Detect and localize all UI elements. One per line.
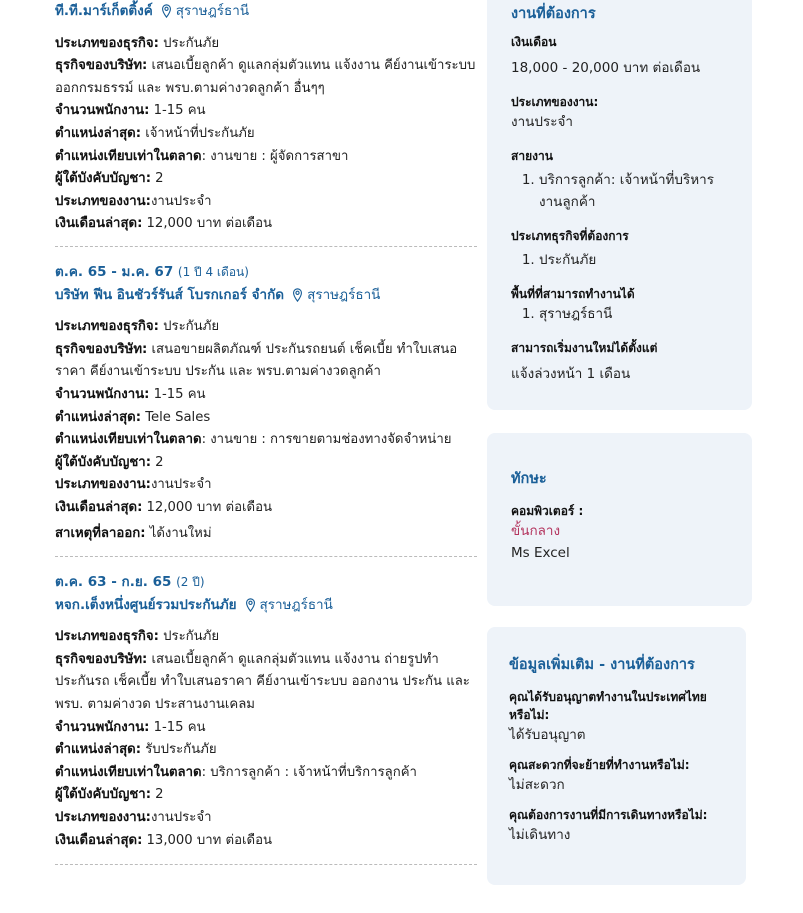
business-type-row: ประเภทของธุรกิจ: ประกันภัย (55, 35, 220, 51)
job-entry-2 (55, 261, 477, 546)
employment-period: ต.ค. 63 - ก.ย. 65 (2 ปี) (55, 574, 205, 591)
location-text: สุราษฎร์ธานี (175, 3, 250, 19)
list-item: 1. ประกันภัย (539, 249, 728, 271)
job-entry-1 (55, 0, 477, 236)
salary-label: เงินเดือน (511, 35, 557, 49)
company-name (55, 0, 477, 23)
company-location (292, 284, 380, 307)
employee-count-row: จำนวนพนักงาน: 1-15 คน (55, 719, 206, 735)
company-location (161, 0, 249, 23)
salary-value: 18,000 - 20,000 บาท ต่อเดือน (511, 60, 701, 76)
divider (55, 556, 477, 557)
latest-position-row: ตำแหน่งล่าสุด: รับประกันภัย (55, 742, 217, 758)
divider (55, 864, 477, 865)
resign-reason-row: สาเหตุที่ลาออก: ได้งานใหม่ (55, 526, 212, 542)
company-name-text[interactable]: บริษัท ฟีน อินชัวร์รันส์ โบรกเกอร์ จำกัด (55, 286, 285, 303)
additional-info-title: ข้อมูลเพิ่มเติม - งานที่ต้องการ (509, 657, 695, 673)
skills-title: ทักษะ (511, 471, 547, 487)
job-type-row: ประเภทของงาน:งานประจำ (55, 810, 212, 825)
divider (55, 246, 477, 247)
relocation-question: คุณสะดวกที่จะย้ายที่ทำงานหรือไม่: (509, 758, 690, 772)
latest-salary-row: เงินเดือนล่าสุด: 12,000 บาท ต่อเดือน (55, 216, 273, 232)
travel-answer: ไม่เดินทาง (509, 827, 571, 843)
work-permit-question: คุณได้รับอนุญาตทำงานในประเทศไทยหรือไม่: (509, 690, 707, 722)
business-type-list (511, 249, 728, 271)
work-area-label: พื้นที่ที่สามารถทำงานได้ (511, 287, 635, 301)
location-pin-icon (161, 4, 172, 18)
company-name (55, 594, 477, 617)
company-name-text[interactable]: หจก.เต็งหนึ่งศูนย์รวมประกันภัย (55, 596, 237, 613)
job-type-row: ประเภทของงาน:งานประจำ (55, 477, 212, 493)
location-pin-icon (292, 288, 303, 302)
employee-count-row: จำนวนพนักงาน: 1-15 คน (55, 103, 206, 119)
company-name (55, 284, 477, 307)
job-type-value: งานประจำ (511, 114, 573, 130)
market-position-row: ตำแหน่งเทียบเท่าในตลาด: งานขาย : การขายตามช่องทางจัดจำหน่าย (55, 432, 452, 448)
latest-salary-row: เงินเดือนล่าสุด: 13,000 บาท ต่อเดือน (55, 832, 273, 848)
job-type-row: ประเภทของงาน:งานประจำ (55, 193, 212, 209)
latest-position-row: ตำแหน่งล่าสุด: เจ้าหน้าที่ประกันภัย (55, 125, 255, 141)
company-business-row: ธุรกิจของบริษัท: เสนอขายผลิตภัณฑ์ ประกันรถยนต์ เช็คเบี้ย ทำใบเสนอราคา คีย์งานเข้าระบบ ประกัน และ พรบ.ตามค่างวดลูกค้า (55, 341, 458, 380)
business-type-row: ประเภทของธุรกิจ: ประกันภัย (55, 629, 220, 645)
market-position-row: ตำแหน่งเทียบเท่าในตลาด: บริการลูกค้า : เจ้าหน้าที่บริการลูกค้า (55, 764, 417, 780)
work-experience-column (55, 0, 477, 879)
company-business-row: ธุรกิจของบริษัท: เสนอเบี้ยลูกค้า ดูแลกลุ่มตัวแทน แจ้งงาน ถ่ายรูปทำประกันรถ เช็คเบี้ย ทำใบเสนอราคา คีย์งานเข้าระบบ ออกงาน ประกัน และ พรบ. ตามค่างวด ประสานงานเคลม (55, 651, 470, 713)
employee-count-row: จำนวนพนักงาน: 1-15 คน (55, 386, 206, 402)
job-field-list (511, 169, 728, 213)
company-business-row: ธุรกิจของบริษัท: เสนอเบี้ยลูกค้า ดูแลกลุ่มตัวแทน แจ้งงาน คีย์งานเข้าระบบ ออกกรมธรรม์ และ พรบ.ตามค่างวดลูกค้า อื่นๆๆ (55, 58, 476, 96)
work-permit-answer: ได้รับอนุญาต (509, 727, 586, 743)
employment-duration: (1 ปี 4 เดือน) (177, 264, 249, 279)
location-text: สุราษฎร์ธานี (259, 596, 333, 613)
business-type-label: ประเภทธุรกิจที่ต้องการ (511, 229, 629, 243)
latest-salary-row: เงินเดือนล่าสุด: 12,000 บาท ต่อเดือน (55, 499, 273, 515)
company-location (245, 594, 333, 617)
location-text: สุราษฎร์ธานี (307, 286, 381, 303)
subordinates-row: ผู้ใต้บังคับบัญชา: 2 (55, 454, 164, 470)
employment-duration: (2 ปี) (176, 575, 205, 590)
list-item: 1. สุราษฎร์ธานี (539, 303, 728, 325)
skill-level: ขั้นกลาง (511, 523, 561, 539)
start-date-label: สามารถเริ่มงานใหม่ได้ตั้งแต่ (511, 341, 658, 355)
latest-position-row: ตำแหน่งล่าสุด: Tele Sales (55, 409, 211, 425)
computer-skill-label: คอมพิวเตอร์ : (511, 504, 584, 518)
skills-card (487, 433, 752, 606)
relocation-answer: ไม่สะดวก (509, 777, 565, 793)
employment-period: ต.ค. 65 - ม.ค. 67 (1 ปี 4 เดือน) (55, 263, 249, 280)
job-type-label: ประเภทของงาน: (511, 95, 599, 109)
travel-question: คุณต้องการงานที่มีการเดินทางหรือไม่: (509, 808, 708, 822)
subordinates-row: ผู้ใต้บังคับบัญชา: 2 (55, 787, 164, 803)
job-field-label: สายงาน (511, 149, 553, 163)
subordinates-row: ผู้ใต้บังคับบัญชา: 2 (55, 171, 164, 187)
start-date-value: แจ้งล่วงหน้า 1 เดือน (511, 366, 631, 382)
skill-item: Ms Excel (511, 545, 570, 561)
work-area-list (511, 303, 728, 325)
company-name-text[interactable]: ที.ที.มาร์เก็ตติ้งค์ (55, 3, 153, 19)
business-type-row: ประเภทของธุรกิจ: ประกันภัย (55, 319, 220, 335)
desired-job-title: งานที่ต้องการ (511, 6, 596, 22)
additional-info-card (487, 627, 746, 885)
location-pin-icon (245, 598, 256, 612)
list-item: 1. บริการลูกค้า: เจ้าหน้าที่บริหารงานลูกค้า (539, 169, 728, 213)
market-position-row: ตำแหน่งเทียบเท่าในตลาด: งานขาย : ผู้จัดการสาขา (55, 148, 349, 164)
desired-job-card (487, 0, 752, 410)
job-entry-3 (55, 571, 477, 852)
